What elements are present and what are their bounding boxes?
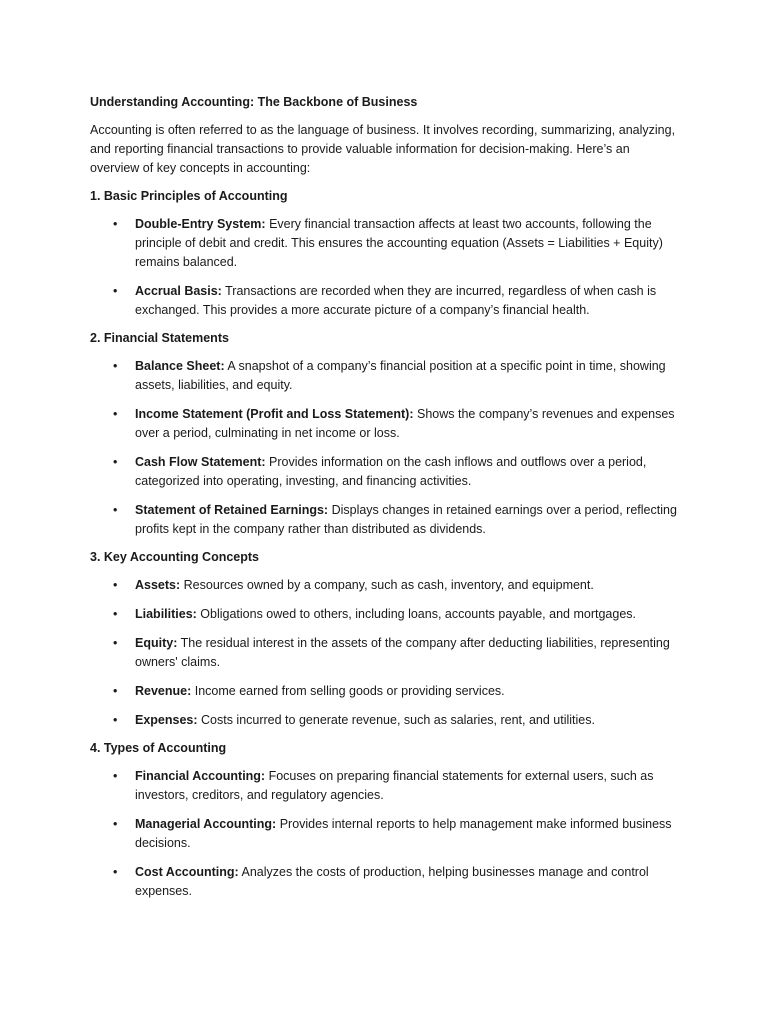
list-item: [90, 357, 678, 395]
bullet-icon: •: [113, 455, 118, 469]
section-heading: 2. Financial Statements: [90, 331, 229, 345]
list-item: [90, 282, 678, 320]
item-description: Analyzes the costs of production, helping businesses manage and control expenses.: [135, 865, 649, 898]
section-heading: 1. Basic Principles of Accounting: [90, 189, 288, 203]
list-item: [90, 682, 678, 701]
item-description: Every financial transaction affects at least two accounts, following the principle of debit and credit. This ensures the accounting equation (Assets = Liabilities + Equity) remains balanced.: [135, 217, 663, 269]
item-term: Revenue:: [135, 684, 192, 698]
item-description: A snapshot of a company’s financial position at a specific point in time, showing assets, liabilities, and equity.: [135, 359, 666, 392]
item-term: Financial Accounting:: [135, 769, 266, 783]
list-item: [90, 711, 678, 730]
list-item: [90, 453, 678, 491]
bullet-list: [90, 576, 678, 730]
item-description: The residual interest in the assets of the company after deducting liabilities, representing owners' claims.: [135, 636, 670, 669]
list-item: [90, 767, 678, 805]
section-heading: 3. Key Accounting Concepts: [90, 550, 260, 564]
item-term: Cost Accounting:: [135, 865, 239, 879]
item-description: Income earned from selling goods or providing services.: [191, 684, 505, 698]
bullet-icon: •: [113, 607, 118, 621]
item-term: Assets:: [135, 578, 181, 592]
list-item: [90, 605, 678, 624]
bullet-icon: •: [113, 865, 118, 879]
item-description: Provides internal reports to help management make informed business decisions.: [135, 817, 672, 850]
bullet-list: [90, 767, 678, 901]
bullet-icon: •: [113, 503, 118, 517]
list-item: [90, 576, 678, 595]
item-description: Shows the company’s revenues and expenses over a period, culminating in net income or loss.: [135, 407, 675, 440]
item-term: Income Statement (Profit and Loss Statement):: [135, 407, 414, 421]
bullet-icon: •: [113, 769, 118, 783]
item-term: Accrual Basis:: [135, 284, 222, 298]
bullet-icon: •: [113, 636, 118, 650]
bullet-list: [90, 215, 678, 320]
item-term: Expenses:: [135, 713, 198, 727]
document-title: Understanding Accounting: The Backbone of Business: [90, 95, 418, 109]
item-description: Provides information on the cash inflows and outflows over a period, categorized into operating, investing, and financing activities.: [135, 455, 647, 488]
item-term: Liabilities:: [135, 607, 197, 621]
list-item: [90, 863, 678, 901]
intro-paragraph: Accounting is often referred to as the language of business. It involves recording, summarizing, analyzing, and reporting financial transactions to provide valuable information for decision-making. Here’s an overview of key concepts in accounting:: [90, 123, 676, 175]
sections-container: [90, 187, 678, 901]
list-item: [90, 405, 678, 443]
list-item: [90, 634, 678, 672]
bullet-icon: •: [113, 817, 118, 831]
item-term: Balance Sheet:: [135, 359, 225, 373]
list-item: [90, 815, 678, 853]
item-description: Focuses on preparing financial statements for external users, such as investors, creditors, and regulatory agencies.: [135, 769, 654, 802]
item-description: Obligations owed to others, including loans, accounts payable, and mortgages.: [196, 607, 636, 621]
section-heading: 4. Types of Accounting: [90, 741, 227, 755]
bullet-icon: •: [113, 284, 118, 298]
item-term: Double-Entry System:: [135, 217, 266, 231]
item-description: Displays changes in retained earnings over a period, reflecting profits kept in the company rather than distributed as dividends.: [135, 503, 677, 536]
bullet-icon: •: [113, 578, 118, 592]
bullet-list: [90, 357, 678, 539]
item-description: Transactions are recorded when they are incurred, regardless of when cash is exchanged. This provides a more accurate picture of a company’s financial health.: [135, 284, 657, 317]
item-term: Managerial Accounting:: [135, 817, 277, 831]
item-description: Costs incurred to generate revenue, such as salaries, rent, and utilities.: [197, 713, 595, 727]
bullet-icon: •: [113, 713, 118, 727]
bullet-icon: •: [113, 407, 118, 421]
bullet-icon: •: [113, 217, 118, 231]
list-item: [90, 215, 678, 272]
item-term: Cash Flow Statement:: [135, 455, 266, 469]
item-description: Resources owned by a company, such as cash, inventory, and equipment.: [180, 578, 594, 592]
item-term: Equity:: [135, 636, 178, 650]
list-item: [90, 501, 678, 539]
item-term: Statement of Retained Earnings:: [135, 503, 329, 517]
bullet-icon: •: [113, 359, 118, 373]
bullet-icon: •: [113, 684, 118, 698]
